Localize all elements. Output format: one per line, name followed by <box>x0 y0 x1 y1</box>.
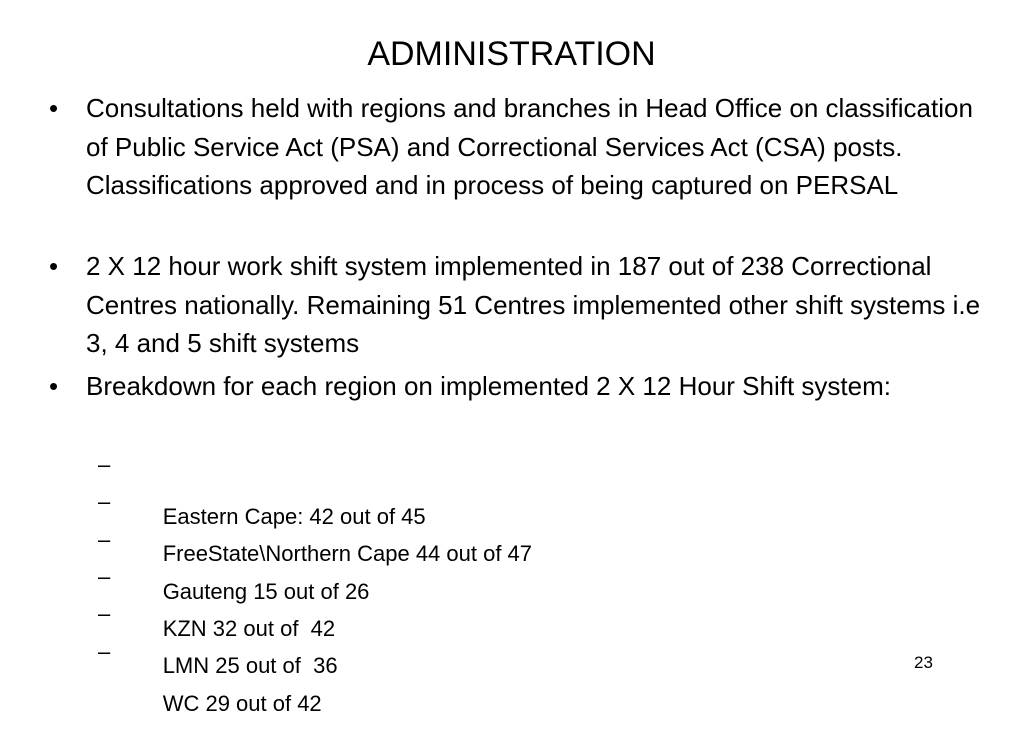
slide-title: ADMINISTRATION <box>367 35 656 73</box>
bullet-item <box>49 89 986 205</box>
region-text: LMN 25 out of 36 <box>162 653 338 678</box>
page-number: 23 <box>914 653 933 672</box>
region-text: FreeState\Northern Cape 44 out of 47 <box>162 541 533 566</box>
region-item <box>98 639 322 743</box>
sub-marker: – <box>98 639 111 664</box>
bullet-marker: • <box>49 371 59 401</box>
region-text: Gauteng 15 out of 26 <box>162 579 370 604</box>
sub-marker: – <box>98 601 111 626</box>
region-text: Eastern Cape: 42 out of 45 <box>162 504 426 529</box>
bullet-marker: • <box>49 93 59 123</box>
bullet-text: Consultations held with regions and branches in Head Office on classification of Public Service Act (PSA) and Correctional Services Act (CSA) posts. Classifications approved and in process of being captured on PERSAL <box>86 93 973 200</box>
region-text: WC 29 out of 42 <box>162 691 322 716</box>
bullet-text: 2 X 12 hour work shift system implemented in 187 out of 238 Correctional Centres nationally. Remaining 51 Centres implemented other shift systems i.e 3, 4 and 5 shift systems <box>86 251 981 358</box>
region-text: KZN 32 out of 42 <box>162 616 336 641</box>
bullet-item <box>49 367 986 406</box>
sub-marker: – <box>98 489 111 514</box>
bullet-item <box>49 247 986 363</box>
sub-marker: – <box>98 527 111 552</box>
sub-marker: – <box>98 564 111 589</box>
bullet-text: Breakdown for each region on implemented 2 X 12 Hour Shift system: <box>86 371 891 401</box>
bullet-marker: • <box>49 251 59 281</box>
sub-marker: – <box>98 452 111 477</box>
